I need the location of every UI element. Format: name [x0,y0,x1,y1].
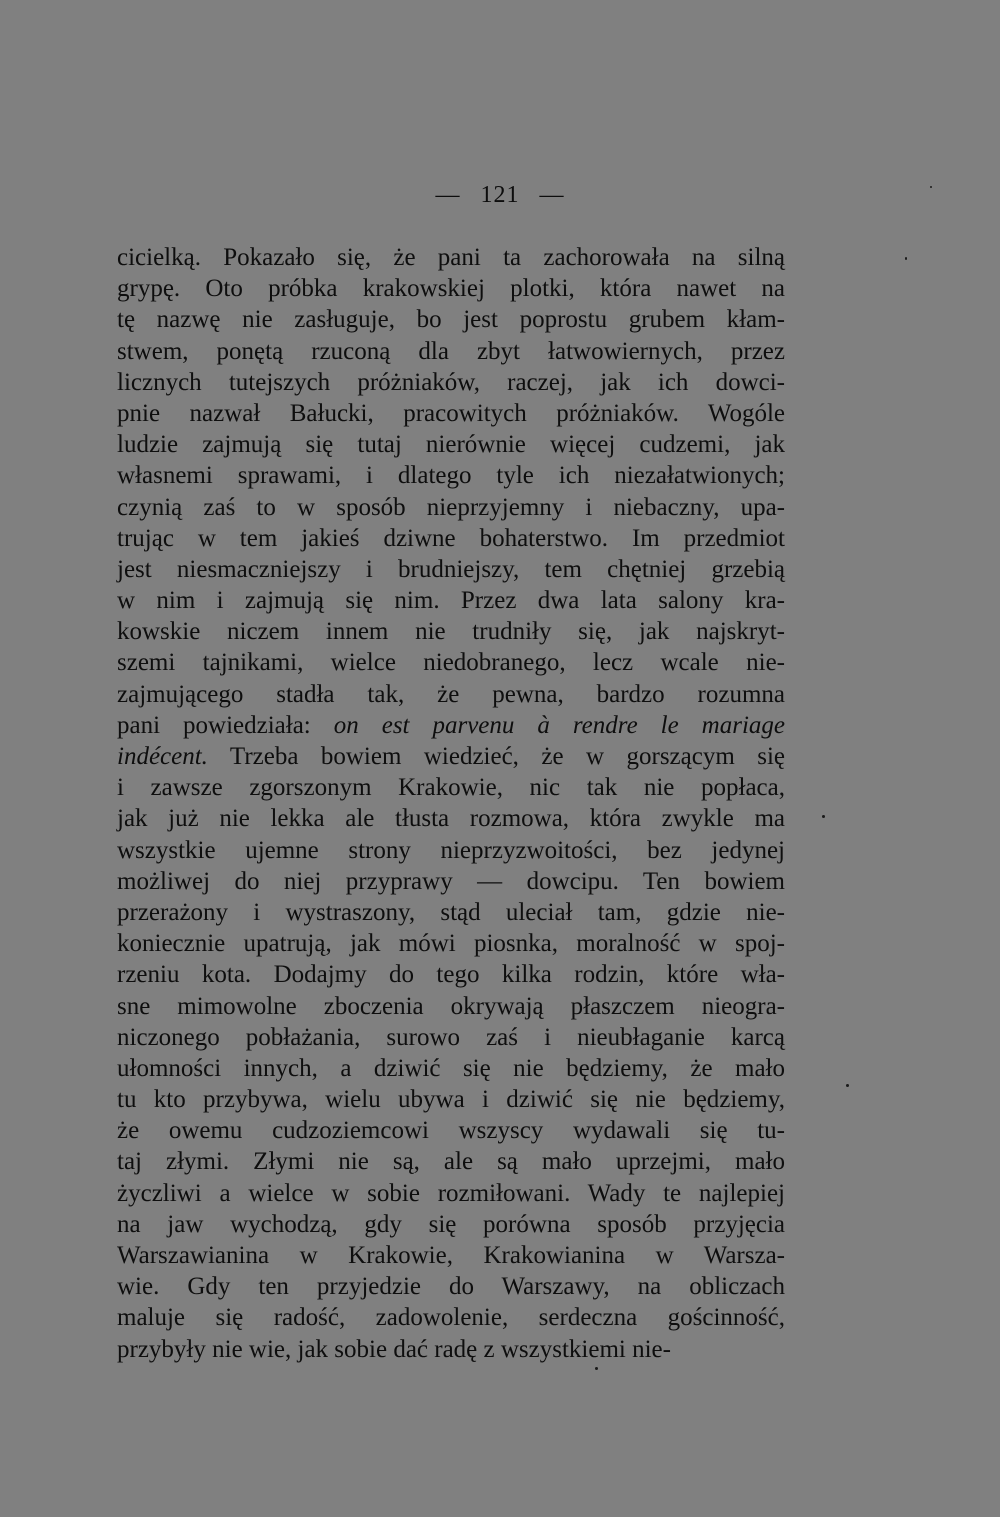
text-line: taj złymi. Złymi nie są, ale są mało uprzejmi, mało [117,1148,785,1176]
page-number: 121 [480,182,520,208]
text-line: koniecznie upatrują, jak mówi piosnka, moralność w spoj- [117,930,785,958]
scan-speck [595,1367,598,1370]
text-line: ludzie zajmują się tutaj nierównie więcej cudzemi, jak [117,431,785,459]
text-line: życzliwi a wielce w sobie rozmiłowani. Wady te najlepiej [117,1179,785,1207]
text-line: szemi tajnikami, wielce niedobranego, lecz wcale nie- [117,649,785,677]
text-line: wie. Gdy ten przyjedzie do Warszawy, na obliczach [117,1273,785,1301]
text-line: niczonego pobłażania, surowo zaś i nieubłaganie karcą [117,1023,785,1051]
french-quote-end: indécent. [117,743,208,770]
scan-speck [930,186,932,188]
text-line: zajmującego stadła tak, że pewna, bardzo rozumna [117,680,785,708]
text-line-with-french-quote [117,741,785,772]
text-line: tę nazwę nie zasługuje, bo jest poprostu grubem kłam- [117,306,785,334]
text-line-last: przybyły nie wie, jak sobie dać radę z wszystkiemi nie- [117,1335,671,1363]
text-line: w nim i zajmują się nim. Przez dwa lata salony kra- [117,587,785,615]
text-line: rzeniu kota. Dodajmy do tego kilka rodzin, które wła- [117,961,785,989]
text-line: cicielką. Pokazało się, że pani ta zachorowała na silną [117,244,785,271]
text-line: przerażony i wystraszony, stąd uleciał tam, gdzie nie- [117,898,785,926]
text-line: na jaw wychodzą, gdy się porówna sposób przyjęcia [117,1210,785,1238]
french-quote: on est parvenu à rendre le mariage [333,711,785,739]
text-line: jest niesmaczniejszy i brudniejszy, tem chętniej grzebią [117,555,785,583]
text-line: własnemi sprawami, i dlatego tyle ich niezałatwionych; [117,462,785,490]
text-line: tu kto przybywa, wielu ubywa i dziwić się nie będziemy, [117,1086,785,1114]
page-number-header [0,182,1000,209]
header-dash-left: — [435,182,461,208]
text-line: Warszawianina w Krakowie, Krakowianina w Warsza- [117,1242,785,1269]
text-line: że owemu cudzoziemcowi wszyscy wydawali się tu- [117,1117,785,1145]
scan-speck [846,1084,849,1087]
text-line: licznych tutejszych próżniaków, raczej, jak ich dowci- [117,368,785,396]
text-line: kowskie niczem innem nie trudniły się, jak najskryt- [117,618,785,646]
text-line: i zawsze zgorszonym Krakowie, nic tak nie popłaca, [117,774,785,802]
text-line-with-french-quote [117,710,785,741]
text-line: jak już nie lekka ale tłusta rozmowa, która zwykle ma [117,805,785,833]
text-line: stwem, ponętą rzuconą dla zbyt łatwowiernych, przez [117,337,785,365]
body-text [117,242,785,1365]
text-line: maluje się radość, zadowolenie, serdeczna gościnność, [117,1304,785,1332]
header-dash-right: — [539,182,565,208]
text-line: grypę. Oto próbka krakowskiej plotki, która nawet na [117,275,785,303]
text-line: możliwej do niej przyprawy — dowcipu. Ten bowiem [117,867,785,895]
text-line: ułomności innych, a dziwić się nie będziemy, że mało [117,1054,785,1082]
line-text: pani powiedziała: [117,711,334,739]
scan-speck [905,257,907,260]
scan-speck [822,815,825,818]
text-line: wszystkie ujemne strony nieprzyzwoitości, bez jedynej [117,836,785,864]
text-line: sne mimowolne zboczenia okrywają płaszczem nieogra- [117,992,785,1020]
text-line: trując w tem jakieś dziwne bohaterstwo. Im przedmiot [117,524,785,552]
text-line: pnie nazwał Bałucki, pracowitych próżniaków. Wogóle [117,399,785,427]
line-text: Trzeba bowiem wiedzieć, że w gorszącym się [207,743,785,770]
text-line: czynią zaś to w sposób nieprzyjemny i niebaczny, upa- [117,493,785,521]
